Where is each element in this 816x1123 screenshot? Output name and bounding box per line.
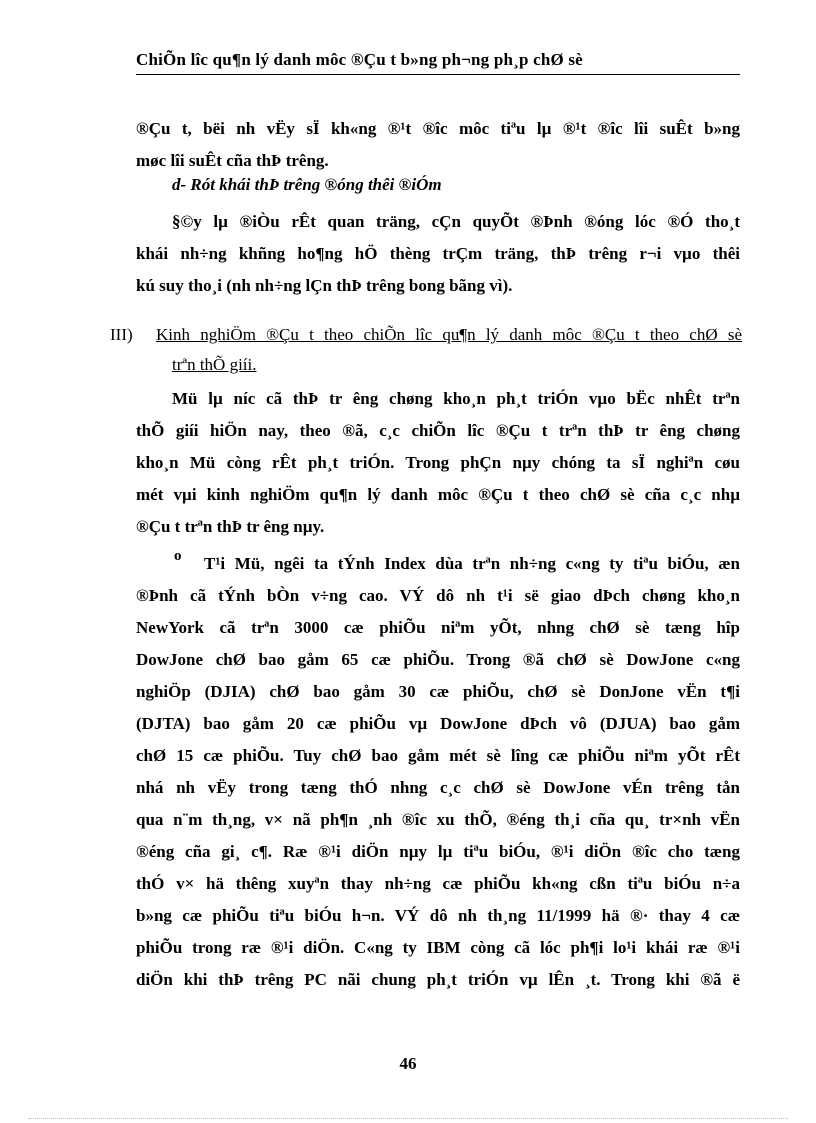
text-line: kho¸n Mü còng rÊt ph¸t triÓn. Trong phÇn nµy chóng ta sÏ nghiªn cøu (136, 453, 740, 472)
section-title-line: trªn thÕ giíi. (172, 355, 257, 374)
text-line: DowJone chØ bao gåm 65 cæ phiÕu. Trong ®ã chØ sè DowJone c«ng (136, 650, 740, 669)
text-line: kú suy tho¸i (nh nh÷ng lÇn thÞ trêng bong bãng vì). (136, 276, 513, 295)
text-line: mét vµi kinh nghiÖm qu¶n lý danh môc ®Çu t theo chØ sè cña c¸c nhµ (136, 485, 740, 504)
paragraph-continuation (136, 113, 740, 177)
sub-heading: d- Rót khái thÞ trêng ®óng thêi ®iÓm (172, 175, 442, 194)
text-line: diÖn khi thÞ trêng PC nãi chung ph¸t triÓn vµ lÊn ¸t. Trong khi ®ã ë (136, 970, 740, 989)
text-line: Mü lµ níc cã thÞ tr êng chøng kho¸n ph¸t triÓn vµo bËc nhÊt trªn (172, 389, 740, 408)
paragraph-us-market (136, 383, 740, 543)
running-header: ChiÕn lîc qu¶n lý danh môc ®Çu t b»ng ph¬ng ph¸p chØ sè (136, 50, 740, 75)
text-line: (DJTA) bao gåm 20 cæ phiÕu vµ DowJone dÞch vô (DJUA) bao gåm (136, 714, 740, 733)
text-line: phiÕu trong ræ ®¹i diÖn. C«ng ty IBM còng cã lóc ph¶i lo¹i khái ræ ®¹i (136, 938, 740, 957)
text-line: T¹i Mü, ngêi ta tÝnh Index dùa trªn nh÷ng c«ng ty tiªu biÓu, æn (204, 554, 740, 573)
text-line: chØ 15 cæ phiÕu. Tuy chØ bao gåm mét sè lîng cæ phiÕu niªm yÕt rÊt (136, 746, 740, 765)
paragraph-exit-market (136, 206, 740, 302)
footer-divider (28, 1118, 788, 1119)
text-line: thÓ v× hä thêng xuyªn thay nh÷ng cæ phiÕu kh«ng cßn tiªu biÓu n÷a (136, 874, 740, 893)
text-line: b»ng cæ phiÕu tiªu biÓu h¬n. VÝ dô nh th¸ng 11/1999 hä ®· thay 4 cæ (136, 906, 740, 925)
text-line: qua n¨m th¸ng, v× nã ph¶n ¸nh ®îc xu thÕ, ®éng th¸i cña qu¸ tr×nh vËn (136, 810, 740, 829)
section-title-line: Kinh nghiÖm ®Çu t theo chiÕn lîc qu¶n lý danh môc ®Çu t theo chØ sè (156, 325, 742, 344)
text-line: ®Çu t trªn thÞ tr êng nµy. (136, 517, 325, 536)
text-line: thÕ giíi hiÖn nay, theo ®ã, c¸c chiÕn lîc ®Çu t trªn thÞ tr êng chøng (136, 421, 740, 440)
text-line: møc lîi suÊt cña thÞ trêng. (136, 151, 329, 170)
text-line: nghiÖp (DJIA) chØ bao gåm 30 cæ phiÕu, chØ sè DonJone vËn t¶i (136, 682, 740, 701)
text-line: §©y lµ ®iÒu rÊt quan träng, cÇn quyÕt ®Þnh ®óng lóc ®Ó tho¸t (172, 212, 740, 231)
text-line: ®éng cña gi¸ c¶. Ræ ®¹i diÖn nµy lµ tiªu biÓu, ®¹i diÖn ®îc cho tæng (136, 842, 740, 861)
text-line: khái nh÷ng khñng ho¶ng hÖ thèng trÇm träng, thÞ trêng r¬i vµo thêi (136, 244, 740, 263)
text-line: ®Çu t, bëi nh vËy sÏ kh«ng ®¹t ®îc môc tiªu lµ ®¹t ®îc lîi suÊt b»ng (136, 119, 740, 138)
bullet-text (136, 548, 740, 996)
page-number: 46 (399, 1054, 417, 1073)
bullet-marker: o (174, 548, 182, 564)
text-line: nhá nh vËy trong tæng thÓ nhng c¸c chØ sè DowJone vÉn trêng tån (136, 778, 740, 797)
text-line: ®Þnh cã tÝnh bÒn v÷ng cao. VÝ dô nh t¹i së giao dÞch chøng kho¸n (136, 586, 740, 605)
text-line: NewYork cã trªn 3000 cæ phiÕu niªm yÕt, nhng chØ sè tæng hîp (136, 618, 740, 637)
section-number: III) (110, 325, 133, 344)
